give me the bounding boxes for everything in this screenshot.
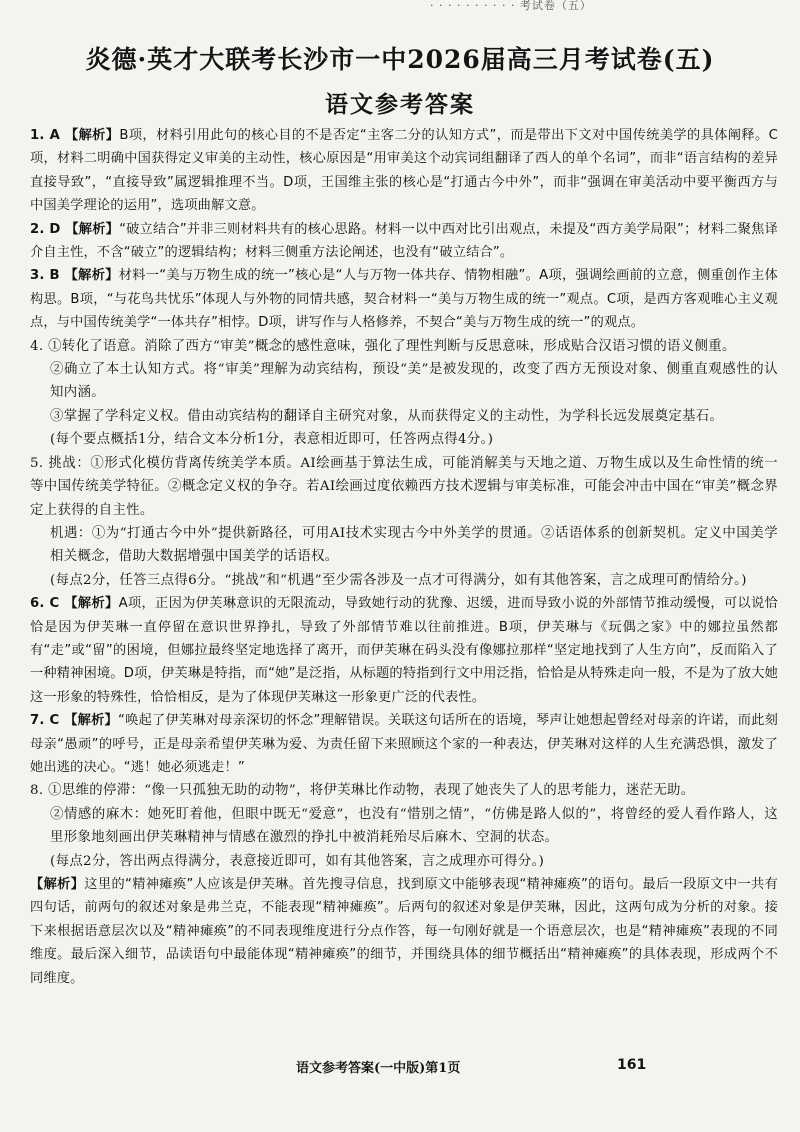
answer-5-opportunities: 机遇：①为“打通古今中外”提供新路径，可用AI技术实现古今中外美学的贯通。②话语体系的创新契机。定义中国美学相关概念，借助大数据增强中国美学的话语权。 [50, 525, 778, 565]
answer-2: 2. D 【解析】“破立结合”并非三则材料共有的核心思路。材料一以中西对比引出观点，未提及“西方美学局限”；材料二聚焦译介自主性，不含“破立”的逻辑结构；材料三侧重方法论阐述，也没有“破立结合”。 [30, 221, 778, 261]
answer-content [30, 124, 778, 990]
answer-8-point-2: ②情感的麻木：她死盯着他，但眼中既无“爱意”，也没有“惜别之情”，“仿佛是路人似的”，将曾经的爱人看作路人，这里形象地刻画出伊芙琳精神与情感在激烈的挣扎中被消耗殆尽后麻木、空洞的状态。 [50, 806, 778, 846]
answer-6: 6. C 【解析】A项，正因为伊芙琳意识的无限流动，导致她行动的犹豫、迟缓，进而导致小说的外部情节推动缓慢，可以说恰恰是因为伊芙琳一直停留在意识世界挣扎，导致了外部情节难以往前推进。B项，伊芙琳与《玩偶之家》中的娜拉虽然都有“走”或“留”的困境，但娜拉最终坚定地选择了离开，而伊芙琳在码头没有像娜拉那样“坚定地找到了人生方向”，反而陷入了一种精神困境。D项，伊芙琳是特指，而“她”是泛指，从标题的特指到行文中用泛指，恰恰是从特殊走向一般，不是为了放大她这一形象的特殊性，恰恰相反，是为了体现伊芙琳这一形象更广泛的代表性。 [30, 596, 778, 705]
analysis-tag: 【解析】 [64, 268, 119, 284]
answer-4-point-3: ③掌握了学科定义权。借由动宾结构的翻译自主研究对象，从而获得定义的主动性，为学科长远发展奠定基石。 [50, 408, 724, 424]
answer-4-point-2: ②确立了本土认知方式。将“审美”理解为动宾结构，预设“美”是被发现的，改变了西方无预设对象、侧重直观感性的认知内涵。 [50, 362, 778, 401]
answer-3: 3. B 【解析】材料一“美与万物生成的统一”核心是“人与万物一体共存、情物相融”。A项，强调绘画前的立意，侧重创作主体构思。B项，“与花鸟共忧乐”体现人与外物的同情共感，契合材料一“美与万物生成的统一”观点。C项，是西方客观唯心主义观点，与中国传统美学“一体共存”相悖。D项，讲写作与人格修养，不契合“美与万物生成的统一”的观点。 [30, 268, 778, 331]
answer-5-challenges: 5. 挑战：①形式化模仿背离传统美学本质。AI绘画基于算法生成，可能消解美与天地之道、万物生成以及生命性情的统一等中国传统美学特征。②概念定义权的争夺。若AI绘画过度依赖西方技术逻辑与审美标准，可能会冲击中国在“审美”概念界定上获得的自主性。 [30, 455, 778, 518]
exam-title: 炎德·英才大联考长沙市一中2026届高三月考试卷(五) [85, 45, 715, 74]
answer-8-scoring: (每点2分，答出两点得满分，表意接近即可，如有其他答案，言之成理亦可得分。) [50, 853, 545, 869]
answer-1: 1. A 【解析】B项，材料引用此句的核心目的不是否定“主客二分的认知方式”，而是带出下文对中国传统美学的具体阐释。C项，材料二明确中国获得定义审美的主动性，核心原因是“用审美这个动宾词组翻译了西人的单个名词”，而非“语言结构的差异直接导致”，“直接导致”属逻辑推理不当。D项，王国维主张的核心是“打通古今中外”，而非“强调在审美活动中要平衡西方与中国美学理论的运用”，选项曲解文意。 [30, 128, 778, 214]
answer-4-point-1: 4. ①转化了语意。消除了西方“审美”概念的感性意味，强化了理性判断与反思意味，形成贴合汉语习惯的语义侧重。 [30, 338, 736, 354]
answer-7: 7. C 【解析】“唤起了伊芙琳对母亲深切的怀念”理解错误。关联这句话所在的语境，琴声让她想起曾经对母亲的许诺，而此刻母亲“愚顽”的呼号，正是母亲希望伊芙琳为爱、为责任留下来照顾这个家的一种表达，伊芙琳对这样的人生充满恐惧，激发了她出逃的决心。“逃！她必须逃走！” [30, 713, 778, 775]
analysis-tag: 【解析】 [30, 877, 85, 892]
answer-4-scoring: (每个要点概括1分，结合文本分析1分，表意相近即可，任答两点得4分。) [50, 432, 494, 448]
analysis-tag: 【解析】 [64, 596, 119, 612]
analysis-tag: 【解析】 [65, 221, 120, 237]
page-title: 语文参考答案 [325, 91, 475, 118]
footer-label: 语文参考答案(一中版)第1页 [296, 1061, 461, 1076]
analysis-tag: 【解析】 [64, 713, 119, 729]
analysis-tag: 【解析】 [65, 128, 120, 143]
answer-8-analysis: 【解析】这里的“精神瘫痪”人应该是伊芙琳。首先搜寻信息，找到原文中能够表现“精神瘫痪”的语句。最后一段原文中一共有四句话，前两句的叙述对象是弗兰克，不能表现“精神瘫痪”。后两句的叙述对象是伊芙琳，因此，这两句成为分析的对象。接下来根据语意层次以及“精神瘫痪”的不同表现维度进行分点作答，每一句刚好就是一个语意层次，也是“精神瘫痪”表现的不同维度。最后深入细节，品读语句中最能体现“精神瘫痪”的细节，并围绕具体的细节概括出“精神瘫痪”的具体表现，形成两个不同维度。 [30, 877, 778, 986]
page-number: 161 [617, 1057, 647, 1073]
top-cropped-header: · · · · · · · · · · 考试卷（五） [430, 0, 592, 12]
answer-5-scoring: (每点2分，任答三点得6分。“挑战”和“机遇”至少需各涉及一点才可得满分，如有其他答案，言之成理可酌情给分。) [50, 572, 747, 588]
page-footer [0, 1055, 800, 1079]
answer-8-point-1: 8. ①思维的停滞：“像一只孤独无助的动物”，将伊芙琳比作动物，表现了她丧失了人的思考能力，迷茫无助。 [30, 783, 695, 799]
